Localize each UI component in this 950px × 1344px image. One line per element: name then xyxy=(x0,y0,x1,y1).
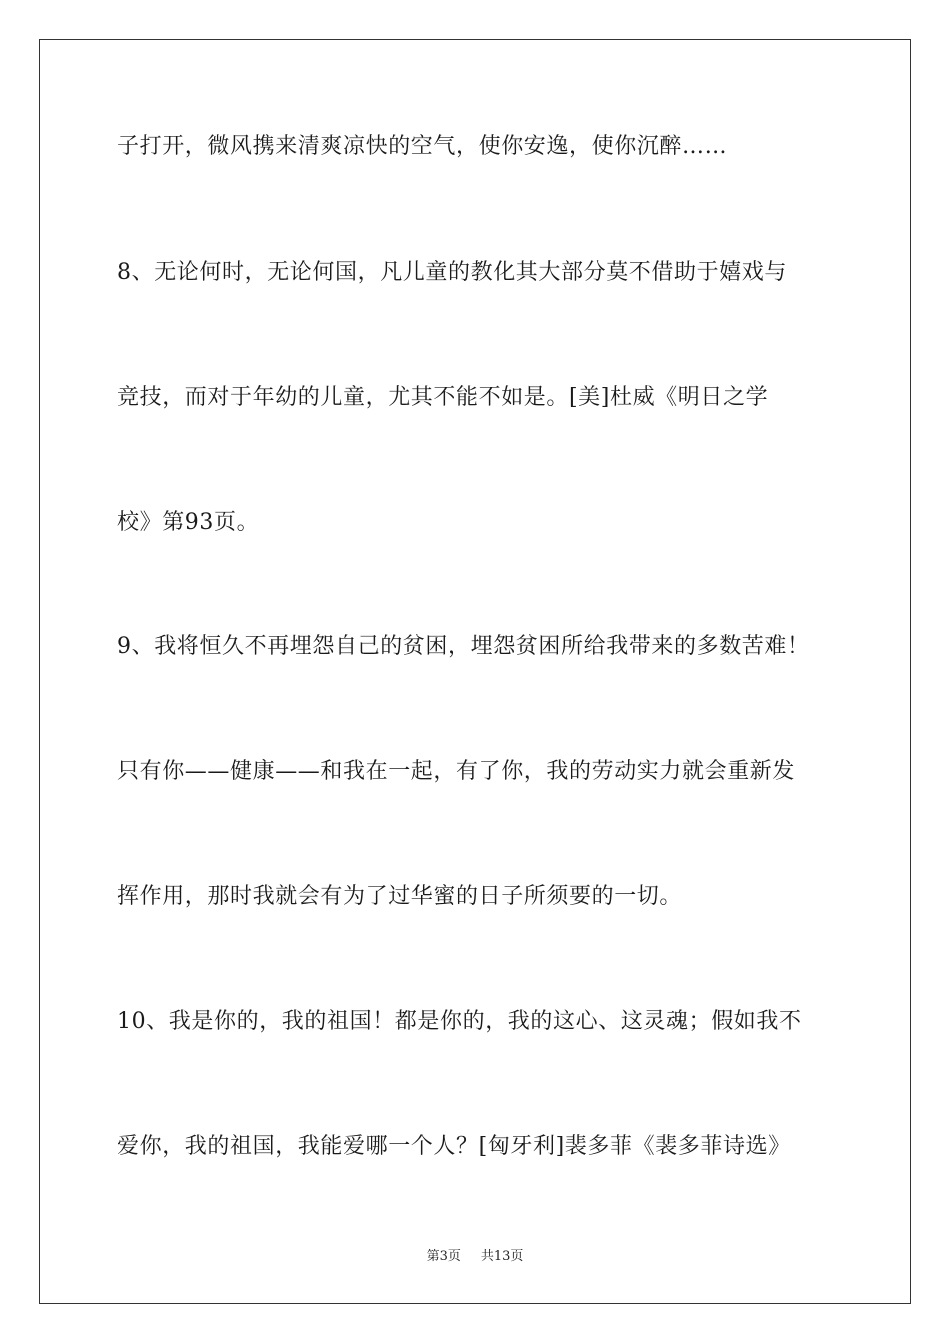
page-number: 第3页 xyxy=(426,1249,461,1264)
text-line-3: 竞技，而对于年幼的儿童，尤其不能不如是。[美]杜威《明日之学 xyxy=(117,385,769,410)
page-total: 共13页 xyxy=(480,1249,524,1264)
text-line-8: 10、我是你的，我的祖国！都是你的，我的这心、这灵魂；假如我不 xyxy=(117,1009,802,1034)
page-footer xyxy=(0,1248,950,1266)
text-line-1: 子打开，微风携来清爽凉快的空气，使你安逸，使你沉醉…… xyxy=(117,134,728,159)
text-line-2: 8、无论何时，无论何国，凡儿童的教化其大部分莫不借助于嬉戏与 xyxy=(117,260,787,285)
text-line-6: 只有你——健康——和我在一起，有了你，我的劳动实力就会重新发 xyxy=(117,759,796,784)
page-border xyxy=(39,39,911,1304)
text-line-7: 挥作用，那时我就会有为了过华蜜的日子所须要的一切。 xyxy=(117,884,683,909)
text-line-5: 9、我将恒久不再埋怨自己的贫困，埋怨贫困所给我带来的多数苦难！ xyxy=(117,634,810,659)
text-line-4: 校》第93页。 xyxy=(117,510,260,535)
text-line-9: 爱你，我的祖国，我能爱哪一个人？[匈牙利]裴多菲《裴多菲诗选》 xyxy=(117,1134,791,1159)
